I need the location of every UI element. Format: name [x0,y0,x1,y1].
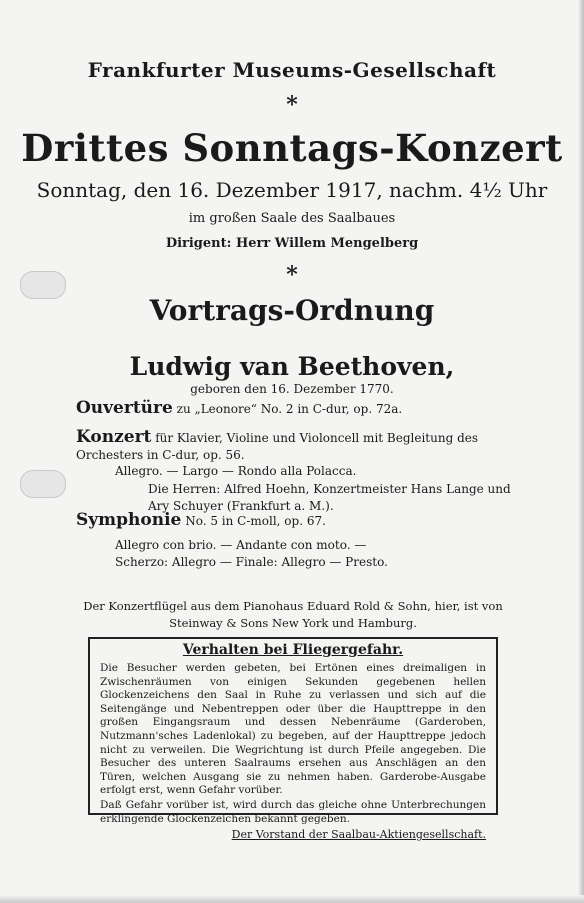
concerto-soloists: Die Herren: Alfred Hoehn, Konzertmeister Hans Lange und Ary Schuyer (Frankfurt a. M.). [148,482,511,513]
work-title: Symphonie [76,510,182,530]
program-item-symphony [76,512,511,530]
society-name: Frankfurter Museums-Gesellschaft [87,58,497,82]
symphony-movements-line: Scherzo: Allegro — Finale: Allegro — Presto. [115,555,388,569]
conductor: Dirigent: Herr Willem Mengelberg [165,236,419,251]
work-title: Konzert [76,427,152,447]
star-ornament: * [286,92,298,118]
symphony-movements-line: Allegro con brio. — Andante con moto. — [115,538,367,552]
program-item-overture [76,400,511,418]
air-raid-signature: Der Vorstand der Saalbau-Aktiengesellschaft. [231,828,486,842]
work-detail: für Klavier, Violine und Violoncell mit Begleitung des Orchesters in C-dur, op. 56. [76,431,479,462]
concert-date: Sonntag, den 16. Dezember 1917, nachm. 4½ Uhr [36,178,548,202]
composer-born: geboren den 16. Dezember 1770. [190,382,394,396]
concert-hall: im großen Saale des Saalbaues [188,211,396,226]
star-ornament: * [286,262,298,288]
piano-note: Der Konzertflügel aus dem Pianohaus Eduard Rold & Sohn, hier, ist von Steinway & Sons New York und Hamburg. [83,599,503,630]
concert-title: Drittes Sonntags-Konzert [21,126,563,170]
air-raid-text: Die Besucher werden gebeten, bei Ertönen eines dreimaligen in Zwischenräumen von einigen Sekunden gegebenen hellen Glockenzeichens den Saal in Ruhe zu verlassen und sich auf die Seitengänge und Nebentreppen oder über die Haupttreppe in den großen Eingangsraum und dessen Nebenräume (Garderoben, Nutzmann'sches Ladenlokal) zu begeben, auf der Haupttreppe jedoch nicht zu verweilen. Die Wegrichtung ist durch Pfeile angegeben. Die Besucher des unteren Saalraums ersehen aus Anschlägen an den Türen, welchen Ausgang sie zu nehmen haben. Garderobe-Ausgabe erfolgt erst, wenn Gefahr vorüber. [100,662,486,797]
air-raid-title: Verhalten bei Fliegergefahr. [182,642,404,658]
work-title: Ouvertüre [76,398,173,418]
composer-name: Ludwig van Beethoven, [129,352,455,381]
work-detail: No. 5 in C-moll, op. 67. [181,514,326,528]
program-item-concerto [76,429,511,464]
symphony-movements [115,537,515,571]
punch-hole [20,470,66,498]
page-edge-shadow [578,0,584,903]
page-bottom-shadow [0,895,584,903]
program-title: Vortrags-Ordnung [149,294,435,327]
air-raid-notice [88,637,498,842]
work-detail: zu „Leonore“ No. 2 in C-dur, op. 72a. [172,402,403,416]
concerto-movements: Allegro. — Largo — Rondo alla Polacca. [115,464,357,478]
air-raid-text-all-clear: Daß Gefahr vorüber ist, wird durch das gleiche ohne Unterbrechungen erklingende Glockenzeichen bekannt gegeben. [100,798,486,825]
